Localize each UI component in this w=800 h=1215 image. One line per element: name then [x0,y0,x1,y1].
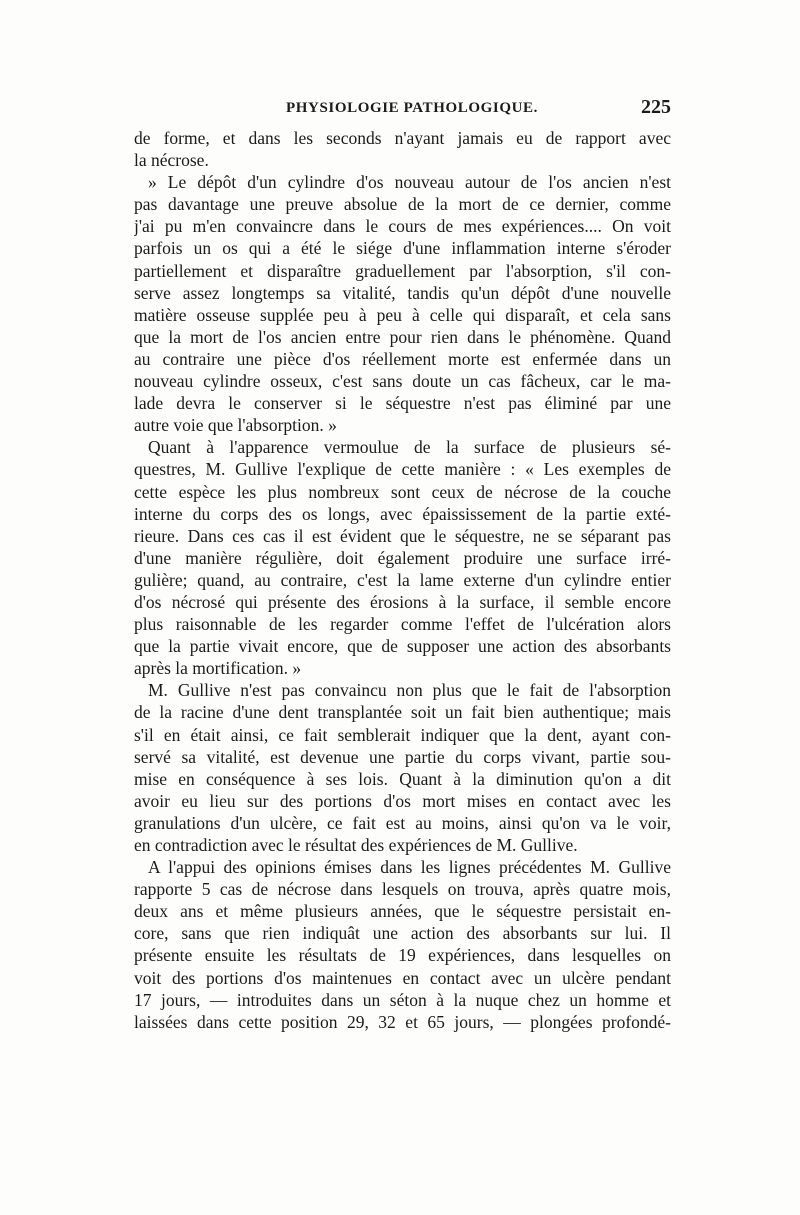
text-line: Quant à l'apparence vermoulue de la surface de plusieurs sé- [148,437,671,458]
text-line: après la mortification. » [134,658,302,679]
text-line: A l'appui des opinions émises dans les lignes précédentes M. Gullive [148,857,671,878]
text-line: parfois un os qui a été le siége d'une inflammation interne s'éroder [134,238,671,259]
text-line: questres, M. Gullive l'explique de cette manière : « Les exemples de [134,459,671,480]
text-line: que la partie vivait encore, que de supposer une action des absorbants [134,636,671,657]
text-line: s'il en était ainsi, ce fait semblerait indiquer que la dent, ayant con- [134,724,671,745]
body-text [134,127,671,1033]
text-line: j'ai pu m'en convaincre dans le cours de mes expériences.... On voit [134,216,671,237]
text-line: d'une manière régulière, doit également produire une surface irré- [134,547,671,568]
text-line: de la racine d'une dent transplantée soit un fait bien authentique; mais [134,702,671,723]
text-line: interne du corps des os longs, avec épaississement de la partie exté- [134,503,671,524]
page-header [134,96,671,122]
text-line: plus raisonnable de les regarder comme l'effet de l'ulcération alors [134,614,671,635]
text-line: rapporte 5 cas de nécrose dans lesquels on trouva, après quatre mois, [134,879,671,900]
page-number: 225 [641,96,671,118]
text-line: la nécrose. [134,150,209,171]
text-line: 17 jours, — introduites dans un séton à la nuque chez un homme et [134,989,671,1010]
text-line: laissées dans cette position 29, 32 et 65 jours, — plongées profondé- [134,1011,671,1032]
text-line: d'os nécrosé qui présente des érosions à la surface, il semble encore [134,591,671,612]
text-line: mise en conséquence à ses lois. Quant à la diminution qu'on a dit [134,768,671,789]
text-line: au contraire une pièce d'os réellement morte est enfermée dans un [134,348,671,369]
text-line: autre voie que l'absorption. » [134,415,337,436]
text-line: serve assez longtemps sa vitalité, tandis qu'un dépôt d'une nouvelle [134,282,671,303]
text-line: voit des portions d'os maintenues en contact avec un ulcère pendant [134,967,671,988]
text-line: » Le dépôt d'un cylindre d'os nouveau autour de l'os ancien n'est [148,172,671,193]
text-line: rieure. Dans ces cas il est évident que le séquestre, ne se séparant pas [134,525,671,546]
text-line: cette espèce les plus nombreux sont ceux de nécrose de la couche [134,481,671,502]
text-line: M. Gullive n'est pas convaincu non plus que le fait de l'absorption [148,680,671,701]
text-line: gulière; quand, au contraire, c'est la lame externe d'un cylindre entier [134,569,671,590]
text-line: matière osseuse supplée peu à peu à celle qui disparaît, et cela sans [134,304,671,325]
text-line: avoir eu lieu sur des portions d'os mort mises en contact avec les [134,790,671,811]
text-line: lade devra le conserver si le séquestre n'est pas éliminé par une [134,393,671,414]
text-line: en contradiction avec le résultat des expériences de M. Gullive. [134,835,578,855]
text-line: granulations d'un ulcère, ce fait est au moins, ainsi qu'on va le voir, [134,812,671,833]
text-line: pas davantage une preuve absolue de la mort de ce dernier, comme [134,194,671,215]
text-line: que la mort de l'os ancien entre pour rien dans le phénomène. Quand [134,326,671,347]
text-line: deux ans et même plusieurs années, que le séquestre persistait en- [134,901,671,922]
text-line: core, sans que rien indiquât une action des absorbants sur lui. Il [134,923,671,944]
text-line: présente ensuite les résultats de 19 expériences, dans lesquelles on [134,945,671,966]
text-line: partiellement et disparaître graduellement par l'absorption, s'il con- [134,260,671,281]
text-line: servé sa vitalité, est devenue une partie du corps vivant, partie sou- [134,746,671,767]
text-line: nouveau cylindre osseux, c'est sans doute un cas fâcheux, car le ma- [134,371,671,392]
text-line: de forme, et dans les seconds n'ayant jamais eu de rapport avec [134,128,671,148]
running-title: PHYSIOLOGIE PATHOLOGIQUE. [286,100,538,116]
